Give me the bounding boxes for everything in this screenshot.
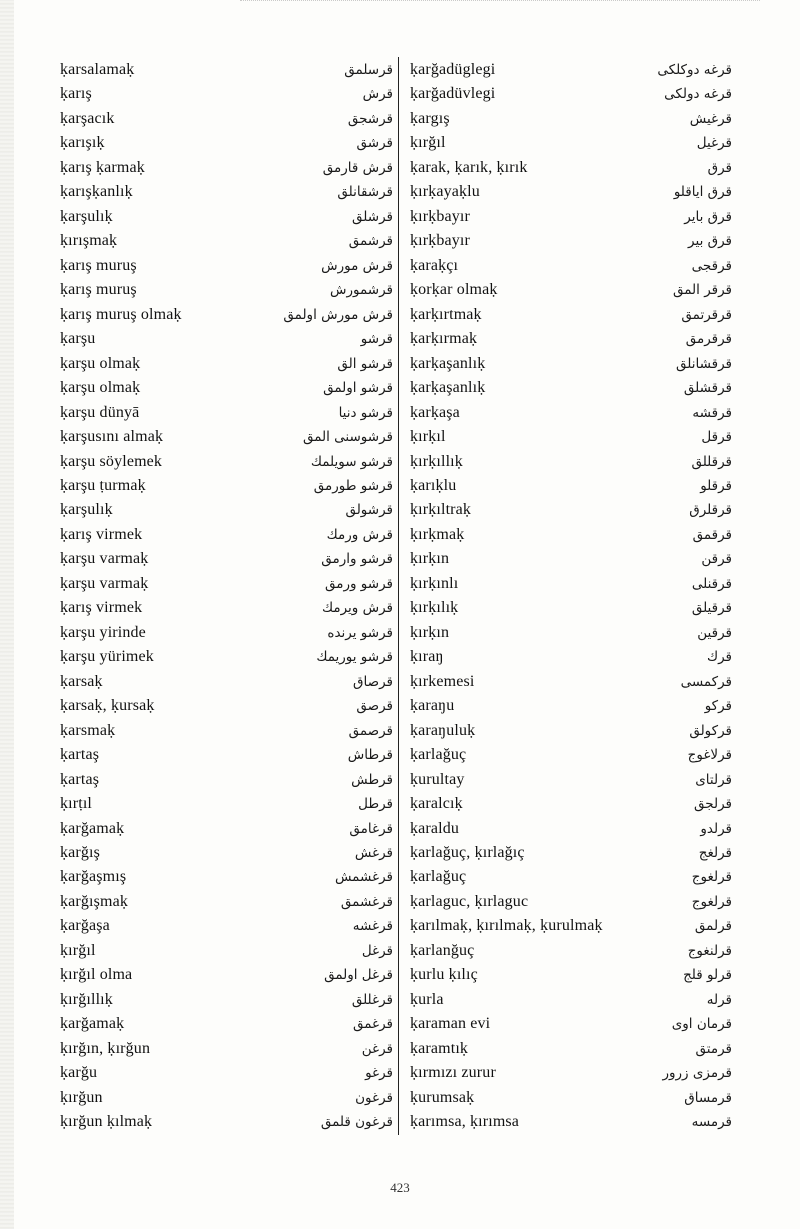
entry-term: ḳırğıl — [410, 134, 446, 152]
dictionary-entry — [60, 205, 393, 229]
entry-term: ḳarğadüvlegi — [410, 85, 496, 103]
dictionary-entry — [60, 474, 393, 498]
entry-term: ḳaraŋu — [410, 697, 455, 715]
dictionary-entry — [410, 58, 732, 82]
entry-arabic-script: قرقمق — [692, 526, 732, 543]
entry-term: ḳırḳın — [410, 623, 450, 641]
entry-arabic-script: قرشلق — [352, 208, 393, 225]
dictionary-entry — [60, 107, 393, 131]
entry-arabic-script: قرقلو — [700, 477, 732, 494]
entry-arabic-script: قرقرتمق — [681, 306, 732, 323]
entry-term: ḳarḳaşanlıḳ — [410, 379, 486, 397]
entry-term: ḳırḳın — [410, 550, 450, 568]
entry-term: ḳorḳar olmaḳ — [410, 281, 498, 299]
entry-arabic-script: قركمسى — [680, 673, 732, 690]
entry-arabic-script: قرشو ورمق — [324, 575, 393, 592]
entry-arabic-script: قرلجق — [694, 796, 732, 813]
dictionary-entry — [60, 645, 393, 669]
entry-term: ḳarış muruş olmaḳ — [60, 305, 182, 323]
dictionary-entry — [410, 572, 732, 596]
dictionary-entry — [60, 352, 393, 376]
dictionary-entry — [410, 939, 732, 963]
entry-term: ḳırğun ḳılmaḳ — [60, 1113, 153, 1131]
entry-term: ḳaramtıḳ — [410, 1039, 469, 1057]
dictionary-entry — [410, 914, 732, 938]
entry-arabic-script: قرلغج — [698, 845, 732, 861]
entry-term: ḳarğamaḳ — [60, 819, 125, 837]
entry-arabic-script: قرشمورش — [330, 282, 393, 299]
dictionary-entry — [60, 1012, 393, 1036]
dictionary-entry — [410, 303, 732, 327]
entry-term: ḳarḳaşa — [410, 403, 460, 421]
column-divider — [398, 57, 399, 1135]
dictionary-entry — [410, 694, 732, 718]
dictionary-entry — [60, 1110, 393, 1134]
entry-arabic-script: قرشو وارمق — [321, 551, 393, 568]
dictionary-entry — [410, 450, 732, 474]
entry-term: ḳarşusını almaḳ — [60, 428, 164, 446]
dictionary-entry — [410, 743, 732, 767]
entry-arabic-script: قرقشانلق — [676, 355, 732, 372]
dictionary-entry — [60, 841, 393, 865]
dictionary-entry — [410, 376, 732, 400]
dictionary-entry — [60, 327, 393, 351]
entry-term: ḳurlu ḳılıç — [410, 966, 478, 984]
entry-term: ḳarğamaḳ — [60, 1015, 125, 1033]
entry-arabic-script: قرمسه — [691, 1114, 732, 1131]
entry-term: ḳarış virmek — [60, 599, 143, 617]
dictionary-entry — [60, 376, 393, 400]
entry-term: ḳarlağuç — [410, 868, 467, 886]
dictionary-entry — [60, 768, 393, 792]
dictionary-entry — [410, 1037, 732, 1061]
dictionary-entry — [410, 841, 732, 865]
dictionary-entry — [410, 131, 732, 155]
entry-arabic-script: قركو — [704, 698, 732, 715]
entry-arabic-script: قرقشه — [692, 404, 732, 421]
dictionary-entry — [410, 523, 732, 547]
entry-arabic-script: قرلاغوج — [687, 747, 732, 764]
dictionary-entry — [410, 327, 732, 351]
dictionary-entry — [410, 205, 732, 229]
page-number: 423 — [390, 1180, 410, 1195]
entry-term: ḳıraŋ — [410, 648, 444, 666]
entry-term: ḳırḳmaḳ — [410, 525, 465, 543]
entry-term: ḳarış — [60, 85, 92, 103]
entry-term: ḳarşacık — [60, 109, 115, 127]
dictionary-entry — [60, 963, 393, 987]
entry-term: ḳarlağuç — [410, 746, 467, 764]
dictionary-entry — [60, 1086, 393, 1110]
entry-arabic-script: قرغمق — [352, 1016, 393, 1033]
dictionary-entry — [410, 792, 732, 816]
entry-term: ḳırğıl — [60, 941, 96, 959]
entry-term: ḳarak, ḳarık, ḳırık — [410, 158, 528, 176]
entry-term: ḳarḳırmaḳ — [410, 330, 478, 348]
entry-term: ḳarğaşa — [60, 917, 110, 935]
entry-term: ḳurla — [410, 990, 444, 1008]
entry-term: ḳarşu — [60, 330, 96, 348]
entry-arabic-script: قرصق — [356, 698, 393, 715]
entry-term: ḳaraŋuluḳ — [410, 721, 476, 739]
entry-arabic-script: قرقرمق — [685, 331, 732, 348]
entry-arabic-script: قرقجى — [691, 257, 732, 274]
entry-arabic-script: قرشقانلق — [337, 184, 393, 201]
dictionary-entry — [60, 401, 393, 425]
dictionary-entry — [60, 670, 393, 694]
entry-term: ḳartaş — [60, 770, 100, 788]
entry-term: ḳarılmaḳ, ḳırılmaḳ, ḳurulmaḳ — [410, 917, 603, 935]
dictionary-entry — [410, 547, 732, 571]
dictionary-entry — [60, 1037, 393, 1061]
entry-term: ḳarğışmaḳ — [60, 892, 128, 910]
entry-arabic-script: قرلدو — [700, 820, 732, 837]
entry-term: ḳarlanğuç — [410, 941, 475, 959]
entry-arabic-script: قرشو دنيا — [338, 404, 393, 421]
entry-term: ḳarşu ṭurmaḳ — [60, 476, 146, 494]
entry-arabic-script: قرق باير — [684, 208, 732, 225]
entry-term: ḳırğıllıḳ — [60, 990, 113, 1008]
entry-arabic-script: قرشو — [360, 331, 393, 348]
dictionary-entry — [410, 278, 732, 302]
entry-term: ḳarış ḳarmaḳ — [60, 158, 145, 176]
dictionary-entry — [60, 792, 393, 816]
dictionary-entry — [60, 572, 393, 596]
entry-arabic-script: قرلنغوج — [687, 942, 732, 959]
entry-term: ḳarşu olmaḳ — [60, 379, 141, 397]
entry-term: ḳırğıl olma — [60, 966, 133, 984]
dictionary-entry — [60, 523, 393, 547]
entry-term: ḳarğadüglegi — [410, 61, 496, 78]
entry-arabic-script: قرغو — [365, 1065, 393, 1082]
entry-term: ḳırḳayaḳlu — [410, 183, 480, 201]
top-scan-marks — [240, 0, 760, 9]
entry-arabic-script: قرقلرق — [689, 502, 732, 519]
entry-arabic-script: قرقشلق — [683, 380, 732, 397]
dictionary-entry — [60, 817, 393, 841]
entry-arabic-script: قرشجق — [347, 110, 393, 127]
entry-term: ḳaralcıḳ — [410, 795, 463, 813]
dictionary-entry — [60, 743, 393, 767]
dictionary-entry — [60, 303, 393, 327]
dictionary-entry — [410, 963, 732, 987]
dictionary-entry — [60, 719, 393, 743]
entry-term: ḳarğu — [60, 1064, 98, 1082]
entry-term: ḳırḳıllıḳ — [410, 452, 463, 470]
entry-term: ḳurultay — [410, 770, 465, 788]
dictionary-entry — [60, 596, 393, 620]
entry-arabic-script: قرغشمق — [340, 893, 393, 910]
entry-term: ḳarıḳlu — [410, 476, 457, 494]
entry-arabic-script: قرلو قلج — [683, 967, 732, 984]
dictionary-entry — [60, 58, 393, 82]
entry-term: ḳarımsa, ḳırımsa — [410, 1113, 520, 1131]
entry-arabic-script: قرصمق — [348, 722, 393, 739]
dictionary-entry — [60, 988, 393, 1012]
entry-arabic-script: قرقنلى — [691, 575, 732, 592]
entry-arabic-script: قركولق — [689, 722, 732, 739]
entry-term: ḳarşu dünyā — [60, 403, 140, 421]
right-column — [410, 58, 732, 1135]
dictionary-entry — [410, 425, 732, 449]
entry-arabic-script: قرش ويرمك — [321, 600, 393, 617]
entry-arabic-script: قرلغوج — [691, 869, 732, 886]
entry-term: ḳargış — [410, 109, 450, 127]
entry-term: ḳarşu yirinde — [60, 623, 146, 641]
entry-arabic-script: قرله — [706, 991, 732, 1008]
left-column — [60, 58, 393, 1135]
entry-arabic-script: قرشو اولمق — [323, 380, 393, 397]
dictionary-entry — [60, 229, 393, 253]
entry-arabic-script: قرغيش — [689, 110, 732, 127]
entry-term: ḳarsaḳ — [60, 672, 103, 690]
entry-term: ḳarşu yürimek — [60, 648, 154, 666]
entry-arabic-script: قرغللق — [351, 991, 393, 1008]
entry-arabic-script: قرمتق — [695, 1040, 732, 1057]
entry-arabic-script: قرق اياقلو — [673, 184, 732, 201]
entry-term: ḳırḳıl — [410, 428, 446, 446]
dictionary-entry — [410, 988, 732, 1012]
entry-term: ḳurumsaḳ — [410, 1088, 475, 1106]
dictionary-entry — [60, 621, 393, 645]
dictionary-entry — [60, 890, 393, 914]
dictionary-entry — [60, 498, 393, 522]
entry-arabic-script: قرلمق — [694, 918, 732, 935]
entry-arabic-script: قرمان اوى — [671, 1016, 732, 1033]
dictionary-entry — [60, 156, 393, 180]
entry-arabic-script: قرغه دولكى — [664, 86, 732, 103]
entry-term: ḳarğış — [60, 844, 101, 861]
entry-arabic-script: قرغل اولمق — [324, 967, 393, 984]
entry-arabic-script: قرق بير — [688, 233, 732, 250]
entry-term: ḳarışıḳ — [60, 134, 105, 152]
entry-term: ḳarış muruş — [60, 256, 137, 274]
entry-term: ḳırkemesi — [410, 672, 475, 690]
dictionary-entry — [60, 914, 393, 938]
entry-term: ḳarşulıḳ — [60, 501, 113, 519]
entry-arabic-script: قرغيل — [696, 135, 732, 152]
dictionary-entry — [60, 278, 393, 302]
dictionary-entry — [60, 82, 393, 106]
entry-term: ḳırğun — [60, 1088, 103, 1106]
entry-term: ḳarlaguc, ḳırlaguc — [410, 892, 529, 910]
entry-arabic-script: قرغن — [361, 1040, 393, 1057]
entry-arabic-script: قرلغوج — [691, 893, 732, 910]
entry-term: ḳırḳıltraḳ — [410, 501, 472, 519]
entry-term: ḳarḳırtmaḳ — [410, 305, 482, 323]
entry-term: ḳarşu varmaḳ — [60, 574, 149, 592]
dictionary-entry — [410, 817, 732, 841]
dictionary-entry — [410, 768, 732, 792]
entry-term: ḳaraḳçı — [410, 256, 459, 274]
entry-term: ḳırḳılıḳ — [410, 599, 459, 617]
entry-arabic-script: قرطاش — [347, 747, 393, 764]
dictionary-entry — [410, 180, 732, 204]
entry-term: ḳırḳınlı — [410, 574, 459, 592]
entry-term: ḳarḳaşanlıḳ — [410, 354, 486, 372]
dictionary-entry — [410, 1086, 732, 1110]
page-edge-shadow — [0, 0, 14, 1229]
dictionary-entry — [60, 180, 393, 204]
entry-arabic-script: قرغون قلمق — [320, 1114, 393, 1131]
entry-arabic-script: قرقللق — [691, 453, 732, 470]
entry-arabic-script: قرش ورمك — [326, 526, 393, 543]
dictionary-entry — [410, 1012, 732, 1036]
entry-term: ḳırmızı zurur — [410, 1064, 496, 1082]
entry-term: ḳırṭıl — [60, 795, 93, 813]
entry-term: ḳarğaşmış — [60, 868, 127, 886]
entry-arabic-script: قرغامق — [349, 820, 393, 837]
dictionary-entry — [410, 596, 732, 620]
dictionary-entry — [410, 474, 732, 498]
dictionary-entry — [410, 107, 732, 131]
dictionary-entry — [410, 890, 732, 914]
entry-term: ḳarsalamaḳ — [60, 61, 135, 78]
entry-arabic-script: قرقل — [701, 429, 732, 446]
entry-term: ḳırḳbayır — [410, 207, 470, 225]
dictionary-entry — [410, 1110, 732, 1134]
entry-arabic-script: قرشولق — [345, 502, 393, 519]
entry-arabic-script: قرطل — [358, 796, 393, 813]
entry-arabic-script: قرك — [706, 649, 732, 666]
dictionary-entry — [410, 254, 732, 278]
entry-arabic-script: قرشو يرنده — [327, 624, 393, 641]
entry-arabic-script: قرشق — [356, 135, 393, 152]
dictionary-entry — [410, 82, 732, 106]
entry-arabic-script: قرطش — [351, 771, 393, 788]
dictionary-entry — [410, 621, 732, 645]
entry-arabic-script: قرصاق — [353, 673, 393, 690]
entry-arabic-script: قرغون — [355, 1089, 393, 1106]
dictionary-entry — [410, 670, 732, 694]
entry-arabic-script: قرغشمش — [334, 869, 393, 886]
dictionary-entry — [60, 939, 393, 963]
entry-arabic-script: قرغه دوكلكى — [657, 62, 732, 78]
entry-arabic-script: قرشوسنى المق — [302, 429, 393, 446]
entry-arabic-script: قرمزى زرور — [662, 1065, 732, 1082]
entry-arabic-script: قرق — [707, 159, 732, 176]
dictionary-entry — [410, 865, 732, 889]
entry-arabic-script: قرغش — [354, 845, 393, 861]
entry-term: ḳırışmaḳ — [60, 232, 118, 250]
entry-arabic-script: قرشو طورمق — [313, 477, 393, 494]
entry-arabic-script: قرلتاى — [695, 771, 732, 788]
entry-arabic-script: قرغل — [361, 942, 393, 959]
entry-arabic-script: قرشو الق — [337, 355, 393, 372]
entry-term: ḳarşu söylemek — [60, 452, 163, 470]
dictionary-entry — [60, 694, 393, 718]
entry-arabic-script: قرشمق — [348, 233, 393, 250]
dictionary-entry — [60, 547, 393, 571]
dictionary-entry — [410, 645, 732, 669]
entry-arabic-script: قرقن — [701, 551, 732, 568]
entry-arabic-script: قرمساق — [684, 1089, 732, 1106]
entry-term: ḳarlağuç, ḳırlağıç — [410, 844, 525, 861]
entry-arabic-script: قرش قارمق — [322, 159, 393, 176]
entry-term: ḳarış muruş — [60, 281, 137, 299]
entry-arabic-script: قرش — [362, 86, 393, 103]
entry-arabic-script: قرقر المق — [672, 282, 732, 299]
entry-arabic-script: قرسلمق — [344, 62, 393, 78]
entry-term: ḳaraldu — [410, 819, 460, 837]
entry-term: ḳarışḳanlıḳ — [60, 183, 133, 201]
dictionary-entry — [410, 156, 732, 180]
dictionary-entry — [410, 719, 732, 743]
entry-term: ḳaraman evi — [410, 1015, 491, 1033]
entry-term: ḳarşu olmaḳ — [60, 354, 141, 372]
entry-term: ḳarşu varmaḳ — [60, 550, 149, 568]
entry-term: ḳarsaḳ, ḳursaḳ — [60, 697, 155, 715]
dictionary-entry — [410, 498, 732, 522]
dictionary-entry — [60, 450, 393, 474]
entry-term: ḳarış virmek — [60, 525, 143, 543]
dictionary-entry — [60, 865, 393, 889]
dictionary-entry — [60, 1061, 393, 1085]
entry-term: ḳartaş — [60, 746, 100, 764]
entry-arabic-script: قرقيلق — [691, 600, 732, 617]
entry-arabic-script: قرشو يوريمك — [316, 649, 393, 666]
dictionary-entry — [410, 401, 732, 425]
entry-arabic-script: قرشو سويلمك — [310, 453, 393, 470]
entry-term: ḳırğın, ḳırğun — [60, 1039, 151, 1057]
dictionary-entry — [410, 1061, 732, 1085]
entry-arabic-script: قرش مورش — [321, 257, 393, 274]
dictionary-entry — [410, 229, 732, 253]
dictionary-entry — [60, 425, 393, 449]
entry-arabic-script: قرش مورش اولمق — [283, 306, 393, 323]
entry-arabic-script: قرغشه — [352, 918, 393, 935]
entry-term: ḳırḳbayır — [410, 232, 470, 250]
entry-term: ḳarşulıḳ — [60, 207, 113, 225]
dictionary-entry — [60, 254, 393, 278]
dictionary-entry — [410, 352, 732, 376]
dictionary-entry — [60, 131, 393, 155]
entry-term: ḳarsmaḳ — [60, 721, 116, 739]
entry-arabic-script: قرقين — [697, 624, 732, 641]
